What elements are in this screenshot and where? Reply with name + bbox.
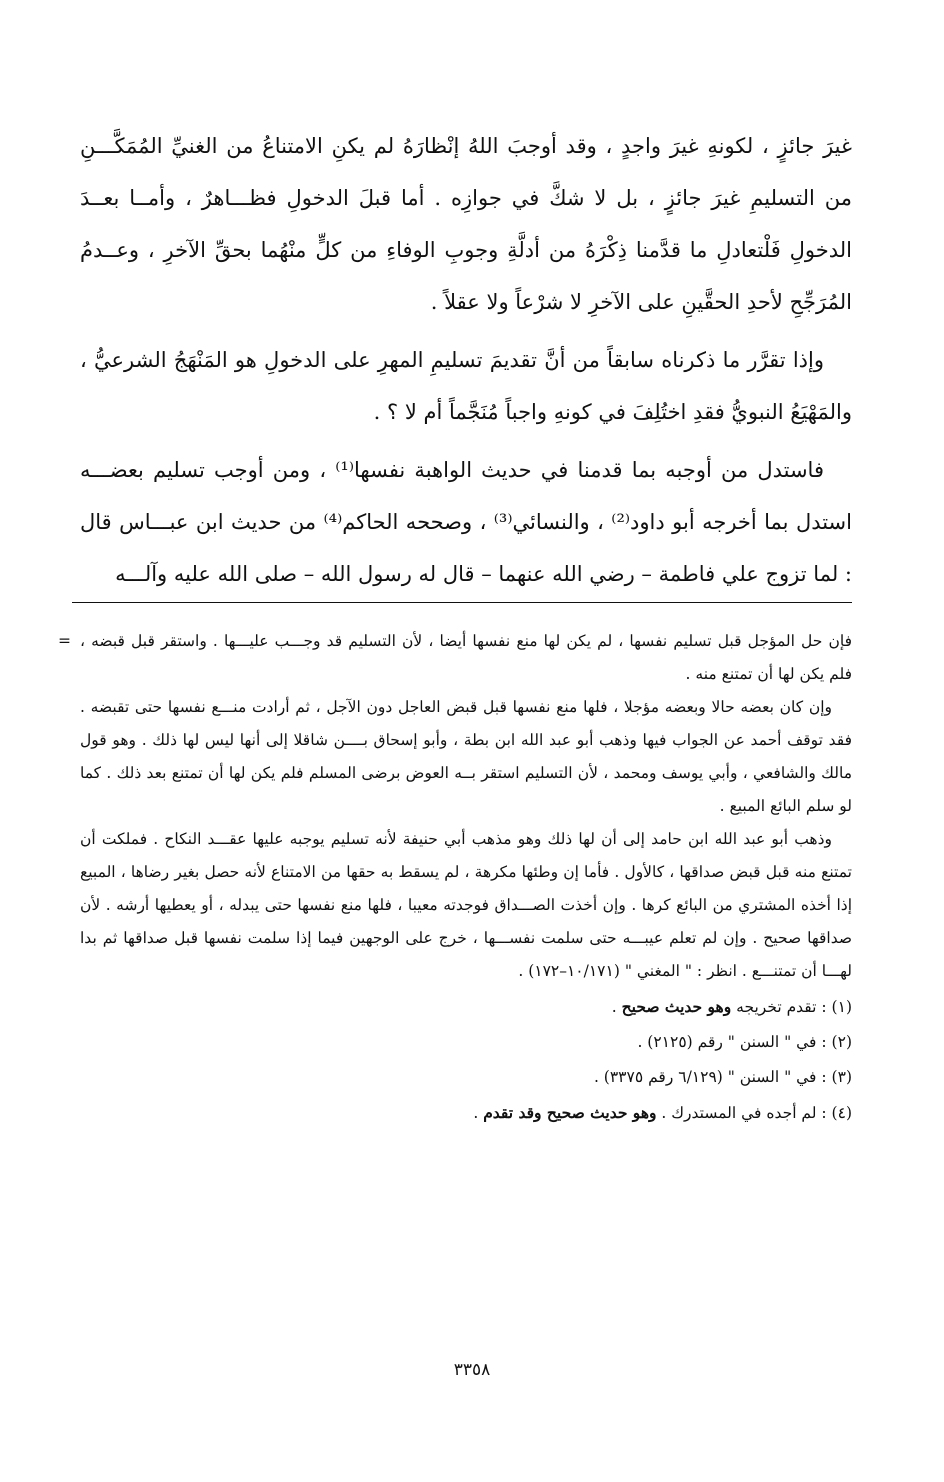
- footnote-ref-1: [80, 990, 852, 1024]
- continuation-mark: =: [58, 632, 71, 650]
- footnote-paragraph-2: وإن كان بعضه حالا وبعضه مؤجلا ، فلها منع نفسها قبل قبض العاجل دون الآجل ، ثم أرادت منـــع نفسها حتى تقبضه . فقد توقف أحمد عن الجواب فيها وذهب أبو عبد الله ابن بطة ، وأبو إسحاق بــــن شاقلا إلى أنها ليس لها ذلك . وهو قول مالك والشافعي ، وأبي يوسف ومحمد ، لأن التسليم استقر بــه العوض برضى المسلم فلم يكن لها أن تمتنع بعد ذلك . كما لو سلم البائع المبيع .: [80, 698, 852, 815]
- footnote-paragraph-3: وذهب أبو عبد الله ابن حامد إلى أن لها ذلك وهو مذهب أبي حنيفة لأنه تسليم يوجبه عليها عقـــد النكاح . فملكت أن تمتنع منه قبل قبض صداقها ، كالأول . فأما إن وطئها مكرهة ، لم يسقط به حقها من الامتناع لأنه حصل بغير رضاها ، المبيع إذا أخذه المشتري من البائع كرها . وإن أخذت الصـــداق فوجدته معيبا ، فلها منع نفسها حتى يبدله ، أو يعطيها أرشه . لأن صداقها صحيح . وإن لم تعلم عيبـــه حتى سلمت نفســـها ، خرج على الوجهين فيما إذا سلمت نفسها قبل صداقها ثم بدا لهـــا أن تمتنـــع . انظر : " المغني " (١٠/١٧١–١٧٢) .: [80, 830, 852, 980]
- footnote-number: (٤) :: [821, 1104, 852, 1122]
- footnote-number: (٣) :: [821, 1068, 852, 1086]
- footnote-ref-3: [80, 1061, 852, 1094]
- paragraph-2: وإذا تقرَّر ما ذكرناه سابقاً من أنَّ تقديمَ تسليمِ المهرِ على الدخولِ هو المَنْهَجُ الشرعيُّ ، والمَهْيَعُ النبويُّ فقدِ اختُلِفَ في كونهِ واجباً مُنَجَّماً أم لا ؟ .: [80, 348, 852, 424]
- main-text: [80, 120, 852, 606]
- footnote-continuation: [58, 625, 852, 691]
- footnote-bold-text: وهو حديث صحيح وقد تقدم: [483, 1103, 657, 1122]
- footnote-number: (٢) :: [821, 1033, 852, 1051]
- footnote-ref-2: [80, 1026, 852, 1059]
- footnote-text: لم أجده في المستدرك .: [661, 1104, 817, 1122]
- footnote-separator: [72, 602, 852, 603]
- footnote-text: تقدم تخريجه: [736, 998, 817, 1016]
- footnote-text: في " السنن " (٦/١٢٩ رقم ٣٣٧٥) .: [593, 1068, 817, 1086]
- page-number: ٣٣٥٨: [453, 1360, 491, 1380]
- footnote-end: .: [473, 1104, 484, 1122]
- paragraph-3: فاستدل من أوجبه بما قدمنا في حديث الواهبة نفسها⁽¹⁾ ، ومن أوجب تسليم بعضـــه استدل بما أخرجه أبو داود⁽²⁾ ، والنسائي⁽³⁾ ، وصححه الحاكم⁽⁴⁾ من حديث ابن عبـــاس قال : لما تزوج علي فاطمة – رضي الله عنهما – قال له رسول الله – صلى الله عليه وآلـــه: [80, 458, 852, 586]
- footnote-ref-4: [80, 1096, 852, 1130]
- footnote-text: في " السنن " رقم (٢١٢٥) .: [637, 1033, 817, 1051]
- footnote-paragraph-1: فإن حل المؤجل قبل تسليم نفسها ، لم يكن لها منع نفسها أيضا ، لأن التسليم قد وجـــب عليـــها . واستقر قبل قبضه ، فلم يكن لها أن تمتنع منه .: [80, 632, 852, 683]
- footnote-number: (١) :: [821, 998, 852, 1016]
- footnotes: [58, 625, 852, 1130]
- paragraph-1: غيرَ جائزٍ ، لكونهِ غيرَ واجدٍ ، وقد أوجبَ اللهُ إنْظارَهُ لم يكنِ الامتناعُ من الغنيِّ المُمَكَّـــنِ من التسليمِ غيرَ جائزٍ ، بل لا شكَّ في جوازِه . أما قبلَ الدخولِ فظـــاهرٌ ، وأمــا بعــدَ الدخولِ فَلْتعادلِ ما قدَّمنا ذِكْرَهُ من أدلَّةِ وجوبِ الوفاءِ من كلٍّ منْهُما بحقِّ الآخرِ ، وعــدمُ المُرَجِّحِ لأحدِ الحقَّينِ على الآخرِ لا شرْعاً ولا عقلاً .: [80, 134, 852, 314]
- footnote-end: .: [611, 998, 622, 1016]
- footnote-bold-text: وهو حديث صحيح: [621, 997, 732, 1016]
